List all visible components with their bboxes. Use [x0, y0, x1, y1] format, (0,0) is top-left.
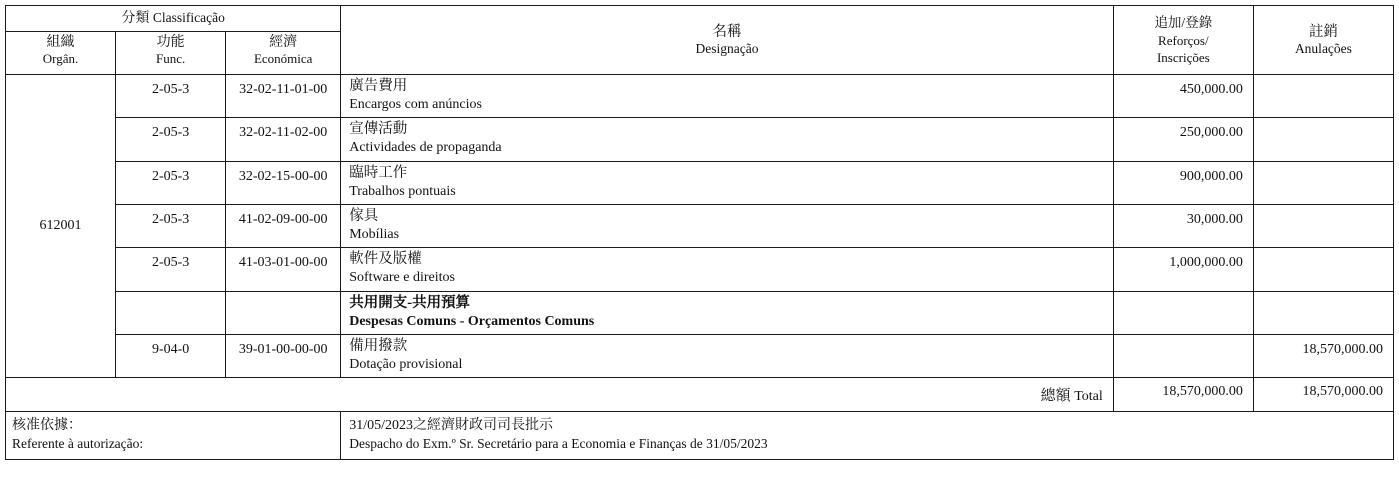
cell-designation — [341, 291, 1114, 334]
cell-economic: 41-03-01-00-00 — [226, 248, 341, 291]
cell-additions — [1113, 291, 1253, 334]
designation-cn: 備用撥款 — [349, 337, 408, 354]
header-designation — [341, 6, 1114, 75]
authorization-basis-pt: Referente à autorização: — [12, 436, 144, 452]
table-header-row-1 — [6, 6, 1394, 32]
cell-economic: 32-02-11-01-00 — [226, 75, 341, 118]
header-cancellations-pt: Anulações — [1294, 40, 1352, 56]
total-label — [6, 378, 1114, 412]
cell-cancellations — [1253, 118, 1393, 161]
cell-func — [116, 291, 226, 334]
total-additions: 18,570,000.00 — [1113, 378, 1253, 412]
header-organ-cn: 組織 — [46, 35, 75, 50]
table-row — [6, 334, 1394, 377]
designation-cn: 傢具 — [349, 207, 379, 224]
table-row — [6, 204, 1394, 247]
cell-func: 2-05-3 — [116, 161, 226, 204]
total-label-cn: 總額 — [1040, 388, 1071, 405]
budget-table — [5, 5, 1394, 460]
cell-cancellations: 18,570,000.00 — [1253, 334, 1393, 377]
designation-cn: 廣告費用 — [349, 78, 408, 94]
table-row — [6, 248, 1394, 291]
authorization-note — [341, 412, 1394, 460]
table-row — [6, 118, 1394, 161]
cell-additions: 450,000.00 — [1113, 75, 1253, 118]
header-func-cn: 功能 — [156, 35, 185, 50]
footer-row — [6, 412, 1394, 460]
cell-func: 9-04-0 — [116, 334, 226, 377]
designation-pt: Dotação provisional — [349, 356, 463, 372]
designation-cn: 臨時工作 — [349, 164, 408, 181]
cell-economic — [226, 291, 341, 334]
table-row — [6, 75, 1394, 118]
cell-designation — [341, 248, 1114, 291]
designation-pt: Encargos com anúncios — [349, 96, 482, 112]
header-designation-cn: 名稱 — [712, 23, 742, 40]
cell-func: 2-05-3 — [116, 75, 226, 118]
authorization-basis-cn: 核准依據： — [12, 418, 82, 434]
cell-designation — [341, 334, 1114, 377]
cell-economic: 39-01-00-00-00 — [226, 334, 341, 377]
cell-cancellations — [1253, 248, 1393, 291]
header-classification-pt: Classificação — [152, 10, 225, 25]
cell-cancellations — [1253, 204, 1393, 247]
header-economic-pt: Económica — [253, 51, 313, 67]
cell-cancellations — [1253, 75, 1393, 118]
header-additions — [1113, 6, 1253, 75]
total-label-pt: Total — [1074, 389, 1103, 405]
table-row — [6, 161, 1394, 204]
cell-economic: 32-02-11-02-00 — [226, 118, 341, 161]
header-classification — [6, 6, 341, 32]
cell-additions — [1113, 334, 1253, 377]
total-row — [6, 378, 1394, 412]
header-cancellations-cn: 註銷 — [1308, 23, 1338, 40]
cell-func: 2-05-3 — [116, 204, 226, 247]
cell-cancellations — [1253, 161, 1393, 204]
header-additions-pt-2: Inscrições — [1156, 49, 1210, 65]
header-classification-cn: 分類 — [121, 11, 150, 26]
cell-func: 2-05-3 — [116, 118, 226, 161]
cell-func: 2-05-3 — [116, 248, 226, 291]
header-organ-pt: Orgân. — [42, 51, 79, 67]
cell-designation — [341, 161, 1114, 204]
designation-pt: Software e direitos — [349, 270, 455, 286]
header-func-pt: Func. — [155, 51, 186, 67]
header-cancellations — [1253, 6, 1393, 75]
designation-pt: Trabalhos pontuais — [349, 183, 456, 199]
header-designation-pt: Designação — [695, 40, 759, 56]
table-body — [6, 75, 1394, 460]
authorization-note-pt: Despacho do Exm.º Sr. Secretário para a Economia e Finanças de 31/05/2023 — [349, 436, 768, 452]
cell-additions: 250,000.00 — [1113, 118, 1253, 161]
designation-cn: 宣傳活動 — [349, 121, 408, 138]
cell-additions: 1,000,000.00 — [1113, 248, 1253, 291]
cell-economic: 32-02-15-00-00 — [226, 161, 341, 204]
designation-cn: 共用開支-共用預算 — [349, 294, 471, 311]
cell-designation — [341, 204, 1114, 247]
cell-economic: 41-02-09-00-00 — [226, 204, 341, 247]
designation-pt: Despesas Comuns - Orçamentos Comuns — [349, 313, 595, 329]
header-additions-pt-1: Reforços/ — [1158, 32, 1209, 48]
cell-cancellations — [1253, 291, 1393, 334]
authorization-note-cn: 31/05/2023之經濟財政司司長批示 — [349, 418, 554, 434]
total-cancellations: 18,570,000.00 — [1253, 378, 1393, 412]
header-economic — [226, 32, 341, 75]
header-func — [116, 32, 226, 75]
designation-cn: 軟件及版權 — [349, 251, 422, 268]
cell-additions: 30,000.00 — [1113, 204, 1253, 247]
designation-pt: Actividades de propaganda — [349, 140, 502, 156]
table-row-section — [6, 291, 1394, 334]
header-additions-cn: 追加/登錄 — [1154, 14, 1213, 30]
header-economic-cn: 經濟 — [269, 35, 298, 50]
cell-organ: 612001 — [6, 75, 116, 378]
cell-additions: 900,000.00 — [1113, 161, 1253, 204]
cell-designation — [341, 75, 1114, 118]
cell-designation — [341, 118, 1114, 161]
designation-pt: Mobílias — [349, 226, 400, 242]
authorization-basis — [6, 412, 341, 460]
header-organ — [6, 32, 116, 75]
